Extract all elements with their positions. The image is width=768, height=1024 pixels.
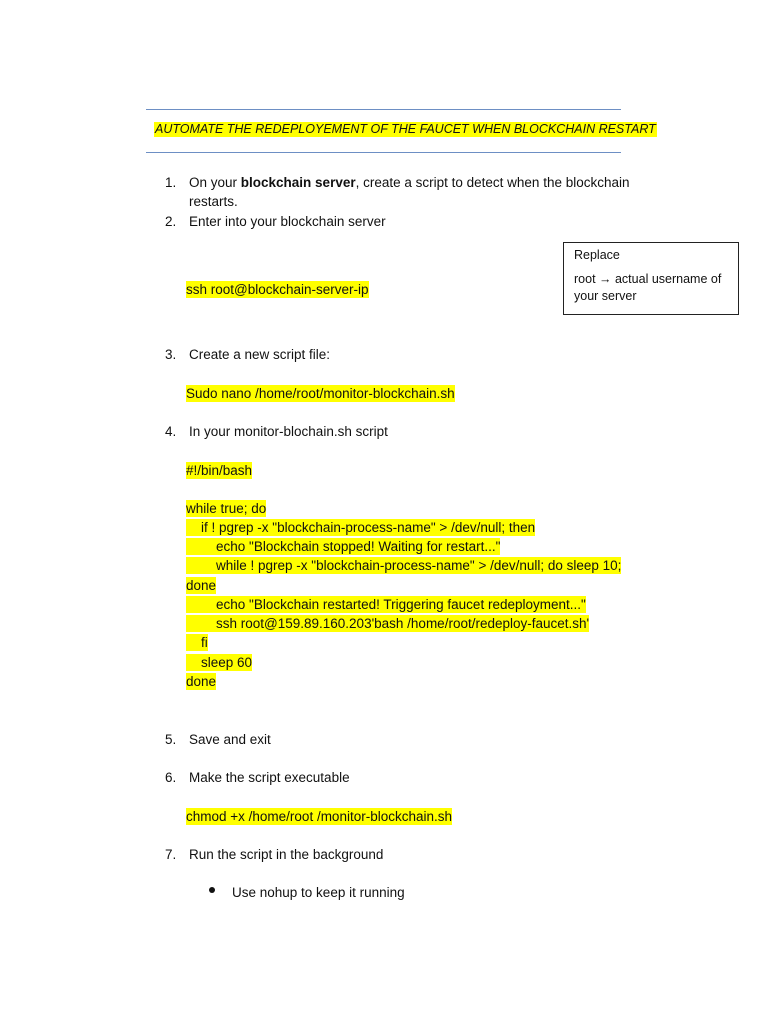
step-1-bold: blockchain server xyxy=(240,175,356,190)
step-7-text: Run the script in the background xyxy=(189,847,384,862)
step-1-post: , create a script to detect when the blockchain xyxy=(355,175,630,190)
step-3-text: Create a new script file: xyxy=(189,347,331,362)
step-number: 2. xyxy=(165,214,177,229)
page-title: AUTOMATE THE REDEPLOYEMENT OF THE FAUCET WHEN BLOCKCHAIN RESTART xyxy=(155,122,656,136)
code-nano: Sudo nano /home/root/monitor-blockchain.sh xyxy=(186,386,455,401)
script-line: if ! pgrep -x "blockchain-process-name" > /dev/null; then xyxy=(186,520,536,535)
step-1-text xyxy=(189,175,630,190)
step-number: 1. xyxy=(165,175,177,190)
bullet-dot-icon xyxy=(209,887,215,893)
step-2-text: Enter into your blockchain server xyxy=(189,214,386,229)
bullet-item: Use nohup to keep it running xyxy=(232,885,405,900)
script-line: echo "Blockchain stopped! Waiting for restart..." xyxy=(186,539,501,554)
top-rule xyxy=(146,109,621,110)
step-1-pre: On your xyxy=(189,175,241,190)
step-number: 6. xyxy=(165,770,177,785)
callout-body: root → actual username of your server xyxy=(574,272,722,303)
step-4-text: In your monitor-blochain.sh script xyxy=(189,424,388,439)
step-6-text: Make the script executable xyxy=(189,770,350,785)
step-1-continuation: restarts. xyxy=(189,194,238,209)
script-line: while true; do xyxy=(186,501,267,516)
step-number: 7. xyxy=(165,847,177,862)
code-chmod: chmod +x /home/root /monitor-blockchain.sh xyxy=(186,809,452,824)
step-number: 4. xyxy=(165,424,177,439)
step-number: 3. xyxy=(165,347,177,362)
script-line: fi xyxy=(186,635,208,650)
script-line: sleep 60 xyxy=(186,655,253,670)
bottom-rule xyxy=(146,152,621,153)
script-line: done xyxy=(186,578,217,593)
replace-callout xyxy=(563,242,739,315)
script-line: ssh root@159.89.160.203'bash /home/root/redeploy-faucet.sh' xyxy=(186,616,590,631)
script-line: while ! pgrep -x "blockchain-process-name" > /dev/null; do sleep 10; xyxy=(186,558,622,573)
script-line: done xyxy=(186,674,217,689)
code-shebang: #!/bin/bash xyxy=(186,463,253,478)
callout-heading: Replace xyxy=(574,248,620,262)
step-5-text: Save and exit xyxy=(189,732,271,747)
script-line: echo "Blockchain restarted! Triggering faucet redeployment..." xyxy=(186,597,586,612)
step-number: 5. xyxy=(165,732,177,747)
code-ssh: ssh root@blockchain-server-ip xyxy=(186,282,369,297)
